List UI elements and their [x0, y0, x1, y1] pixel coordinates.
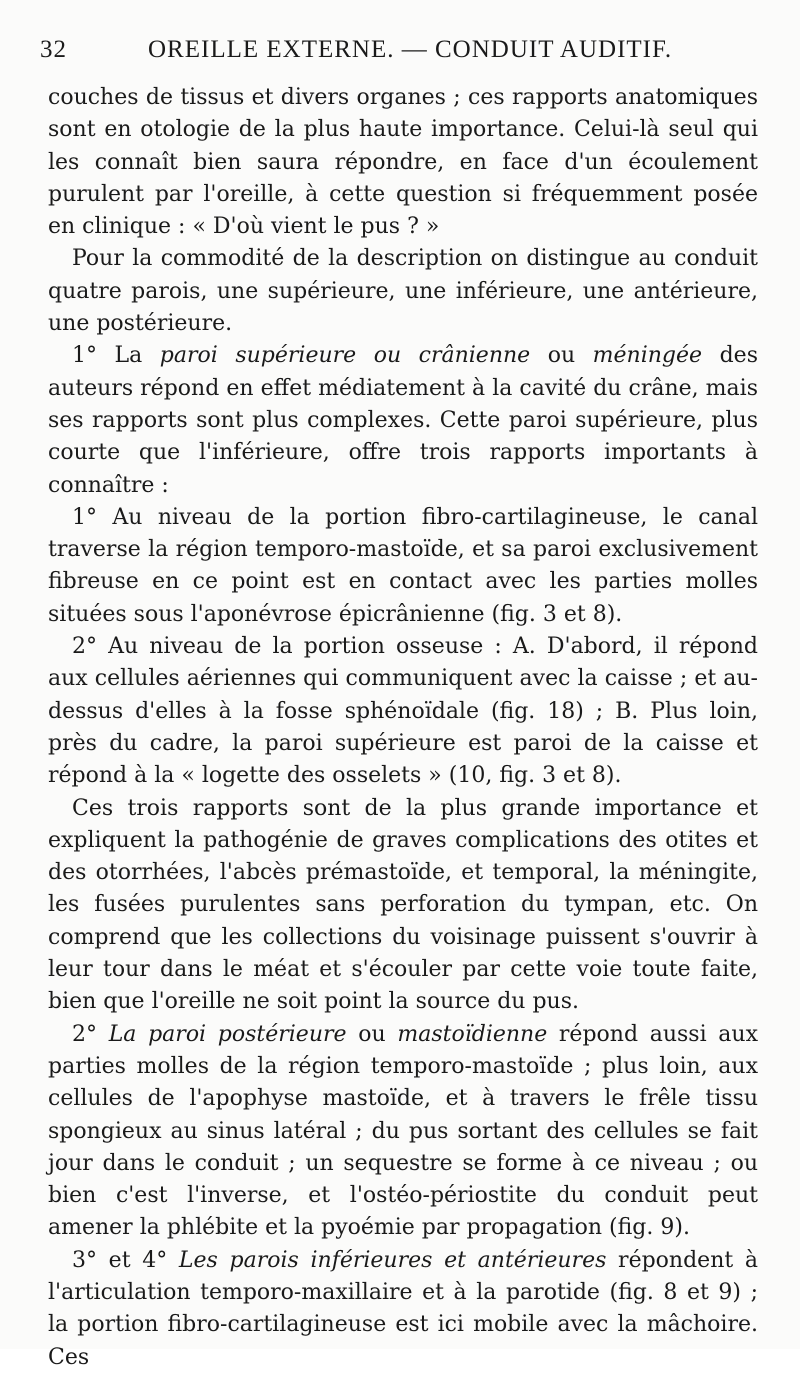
- paragraph-four-walls: Pour la commodité de la description on distingue au conduit quatre parois, une supérieure, une inférieure, une antérieure, une postérieure.: [48, 246, 758, 337]
- body-text: [48, 82, 758, 1374]
- text-run: répond aussi aux parties molles de la région temporo-mastoïde ; plus loin, aux cellules de l'apophyse mastoïde, et à travers le frêle tissu spongieux au sinus latéral ; du pus sortant des cellules se fait jour dans le conduit ; un sequestre se forme à ce niveau ; ou bien c'est l'inverse, et l'ostéo-périostite du conduit peut amener la phlébite et la pyoémie par propagation (fig. 9).: [48, 1021, 758, 1241]
- paragraph-upper-wall: [48, 340, 758, 501]
- text-run: ou: [346, 1021, 398, 1047]
- italic-term: méningée: [592, 343, 703, 369]
- running-title: OREILLE EXTERNE. — CONDUIT AUDITIF.: [148, 36, 673, 63]
- page-number: 32: [40, 36, 67, 63]
- paragraph-bony-portion: 2° Au niveau de la portion osseuse : A. D'abord, il répond aux cellules aériennes qui communiquent avec la caisse ; et au-dessus d'elles à la fosse sphénoïdale (fig. 18) ; B. Plus loin, près du cadre, la paroi supérieure est paroi de la caisse et répond à la « logette des osselets » (10, fig. 3 et 8).: [48, 634, 758, 789]
- text-run: ou: [530, 343, 593, 369]
- text-run: 2°: [72, 1021, 109, 1047]
- text-run: des auteurs répond en effet médiatement à la cavité du crâne, mais ses rapports sont plus complexes. Cette paroi supérieure, plus courte que l'inférieure, offre trois rapports importants à connaître :: [48, 343, 758, 498]
- paragraph-fibro-cartilaginous: 1° Au niveau de la portion fibro-cartilagineuse, le canal traverse la région temporo-mastoïde, et sa paroi exclusivement fibreuse en ce point est en contact avec les parties molles situées sous l'aponévrose épicrânienne (fig. 3 et 8).: [48, 504, 758, 627]
- paragraph-intro-continuation: couches de tissus et divers organes ; ces rapports anatomiques sont en otologie de la plus haute importance. Celui-là seul qui les connaît bien saura répondre, en face d'un écoulement purulent par l'oreille, à cette question si fréquemment posée en clinique : « D'où vient le pus ? »: [48, 85, 758, 240]
- paragraph-inferior-anterior-walls: [48, 1245, 758, 1374]
- text-run: répondent à l'articulation temporo-maxillaire et à la parotide (fig. 8 et 9) ; la portion fibro-cartilagineuse est ici mobile avec la mâchoire. Ces: [48, 1247, 759, 1370]
- page-header: [40, 36, 760, 72]
- paragraph-posterior-wall: [48, 1019, 758, 1245]
- italic-term: mastoïdienne: [397, 1021, 548, 1047]
- text-run: 1° La: [72, 343, 160, 369]
- italic-term: La paroi postérieure: [108, 1021, 347, 1047]
- text-run: 3° et 4°: [72, 1247, 179, 1273]
- italic-term: paroi supérieure ou crânienne: [159, 343, 531, 369]
- paragraph-importance: Ces trois rapports sont de la plus grande importance et expliquent la pathogénie de graves complications des otites et des otorrhées, l'abcès prémastoïde, et temporal, la méningite, les fusées purulentes sans perforation du tympan, etc. On comprend que les collections du voisinage puissent s'ouvrir à leur tour dans le méat et s'écouler par cette voie toute faite, bien que l'oreille ne soit point la source du pus.: [48, 795, 758, 1015]
- italic-term: Les parois inférieures et antérieures: [178, 1247, 607, 1273]
